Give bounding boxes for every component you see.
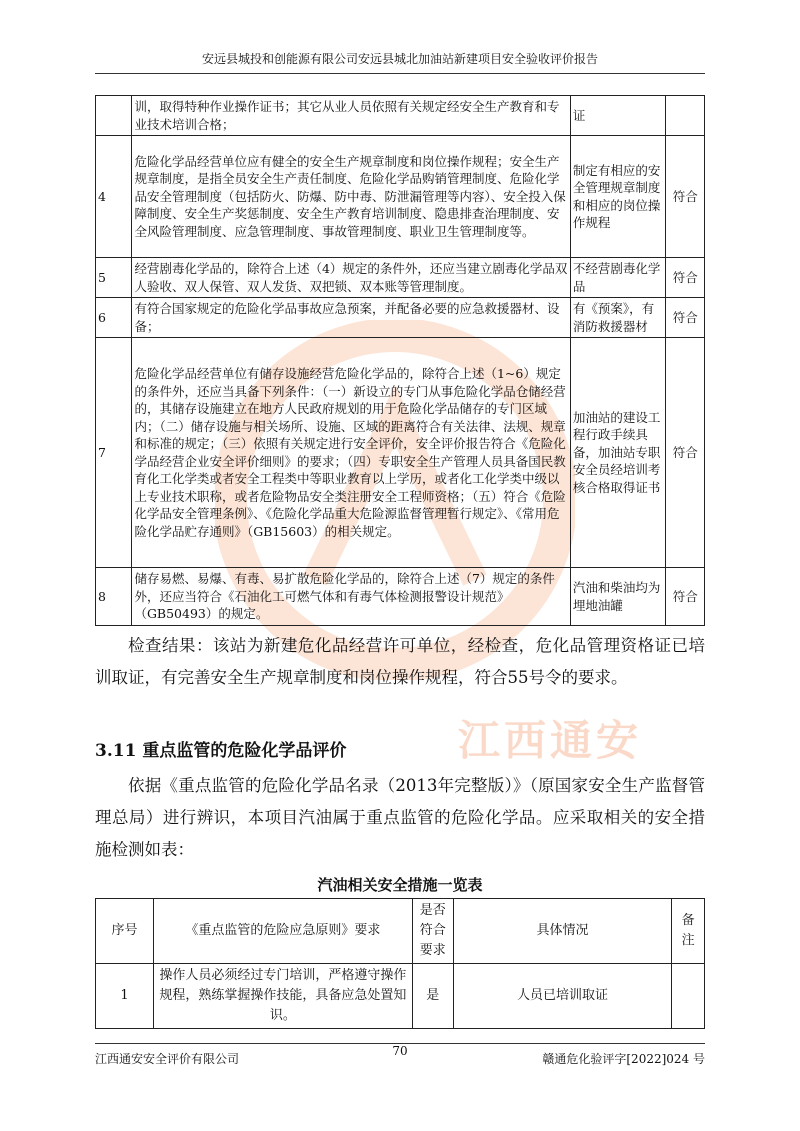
col-header-note: 备注 <box>672 899 705 964</box>
row-number: 8 <box>96 568 132 626</box>
col-header-detail: 具体情况 <box>453 899 671 964</box>
col-header-requirement: 《重点监管的危险应急原则》要求 <box>154 899 413 964</box>
requirement-cell: 危险化学品经营单位有储存设施经营危险化学品的，除符合上述（1~6）规定的条件外，还应当具备下列条件：（一）新设立的专门从事危险化学品仓储经营的，其储存设施建立在地方人民政府规划的用于危险化学品储存的专门区域内；（二）储存设施与相关场所、设施、区域的距离符合有关法律、法规、规章和标准的规定；（三）依照有关规定进行安全评价，安全评价报告符合《危险化学品经营企业安全评价细则》的要求；（四）专职安全生产管理人员具备国民教育化工化学类或者安全工程类中等职业教育以上学历，或者化工化学类中级以上专业技术职称，或者危险物品安全类注册安全工程师资格；（五）符合《危险化学品安全管理条例》、《危险化学品重大危险源监督管理暂行规定》、《常用危险化学品贮存通则》（GB15603）的相关规定。 <box>132 338 570 568</box>
requirement-cell: 危险化学品经营单位应有健全的安全生产规章制度和岗位操作规程；安全生产规章制度，是指全员安全生产责任制度、危险化学品购销管理制度、危险化学品安全管理制度（包括防火、防爆、防中毒、防泄漏管理等内容）、安全投入保障制度、安全生产奖惩制度、安全生产教育培训制度、隐患排查治理制度、安全风险管理制度、应急管理制度、事故管理制度、职业卫生管理制度等。 <box>132 136 570 258</box>
section-paragraph: 依据《重点监管的危险化学品名录（2013年完整版）》（原国家安全生产监督管理总局）进行辨识，本项目汽油属于重点监管的危险化学品。应采取相关的安全措施检测如表： <box>95 776 705 859</box>
row-number: 6 <box>96 298 132 338</box>
page-number: 70 <box>392 1044 408 1058</box>
requirement-cell: 经营剧毒化学品的，除符合上述（4）规定的条件外，还应当建立剧毒化学品双人验收、双人保管、双人发货、双把锁、双本账等管理制度。 <box>132 258 570 298</box>
row-number: 7 <box>96 338 132 568</box>
result-cell: 符合 <box>666 136 705 258</box>
requirement-cell: 有符合国家规定的危险化学品事故应急预案，并配备必要的应急救援器材、设备； <box>132 298 570 338</box>
table-row <box>96 338 705 568</box>
situation-cell: 不经营剧毒化学品 <box>570 258 666 298</box>
table-row <box>96 568 705 626</box>
row-number: 5 <box>96 258 132 298</box>
situation-cell: 汽油和柴油均为埋地油罐 <box>570 568 666 626</box>
table-title: 汽油相关安全措施一览表 <box>317 876 483 894</box>
result-cell <box>666 96 705 136</box>
note-cell <box>672 964 705 1029</box>
section-heading: 3.11 重点监管的危险化学品评价 <box>95 741 347 761</box>
situation-cell: 加油站的建设工程行政手续具备，加油站专职安全员经培训考核合格取得证书 <box>570 338 666 568</box>
table-header-row <box>96 899 705 964</box>
result-cell: 符合 <box>666 298 705 338</box>
page-header: 安远县城投和创能源有限公司安远县城北加油站新建项目安全验收评价报告 <box>95 50 705 74</box>
result-cell: 符合 <box>666 568 705 626</box>
gasoline-safety-measures-table <box>95 898 705 1029</box>
row-number: 1 <box>96 964 154 1029</box>
compliant-cell: 是 <box>412 964 453 1029</box>
watermark-text: 江西通安 <box>458 716 643 765</box>
footer-company: 江西通安安全评价有限公司 <box>95 1052 240 1066</box>
requirements-check-table <box>95 95 705 626</box>
page-footer <box>95 1043 705 1066</box>
row-number <box>96 96 132 136</box>
col-header-no: 序号 <box>96 899 154 964</box>
table-row <box>96 136 705 258</box>
situation-cell: 制定有相应的安全管理规章制度和相应的岗位操作规程 <box>570 136 666 258</box>
result-cell: 符合 <box>666 258 705 298</box>
requirement-cell: 储存易燃、易爆、有毒、易扩散危险化学品的，除符合上述（7）规定的条件外，还应当符合《石油化工可燃气体和有毒气体检测报警设计规范》（GB50493）的规定。 <box>132 568 570 626</box>
requirement-cell: 操作人员必须经过专门培训，严格遵守操作规程，熟练掌握操作技能，具备应急处置知识。 <box>154 964 413 1029</box>
result-cell: 符合 <box>666 338 705 568</box>
situation-cell: 有《预案》，有消防救援器材 <box>570 298 666 338</box>
table-row <box>96 964 705 1029</box>
table-row <box>96 258 705 298</box>
requirement-cell: 训，取得特种作业操作证书；其它从业人员依照有关规定经安全生产教育和专业技术培训合格； <box>132 96 570 136</box>
row-number: 4 <box>96 136 132 258</box>
footer-report-number: 赣通危化验评字[2022]024 号 <box>542 1052 705 1066</box>
table-row <box>96 298 705 338</box>
situation-cell: 证 <box>570 96 666 136</box>
table-row <box>96 96 705 136</box>
detail-cell: 人员已培训取证 <box>453 964 671 1029</box>
col-header-compliant: 是否符合要求 <box>412 899 453 964</box>
check-result-paragraph: 检查结果：该站为新建危化品经营许可单位，经检查，危化品管理资格证已培训取证，有完善安全生产规章制度和岗位操作规程，符合55号令的要求。 <box>95 636 705 687</box>
